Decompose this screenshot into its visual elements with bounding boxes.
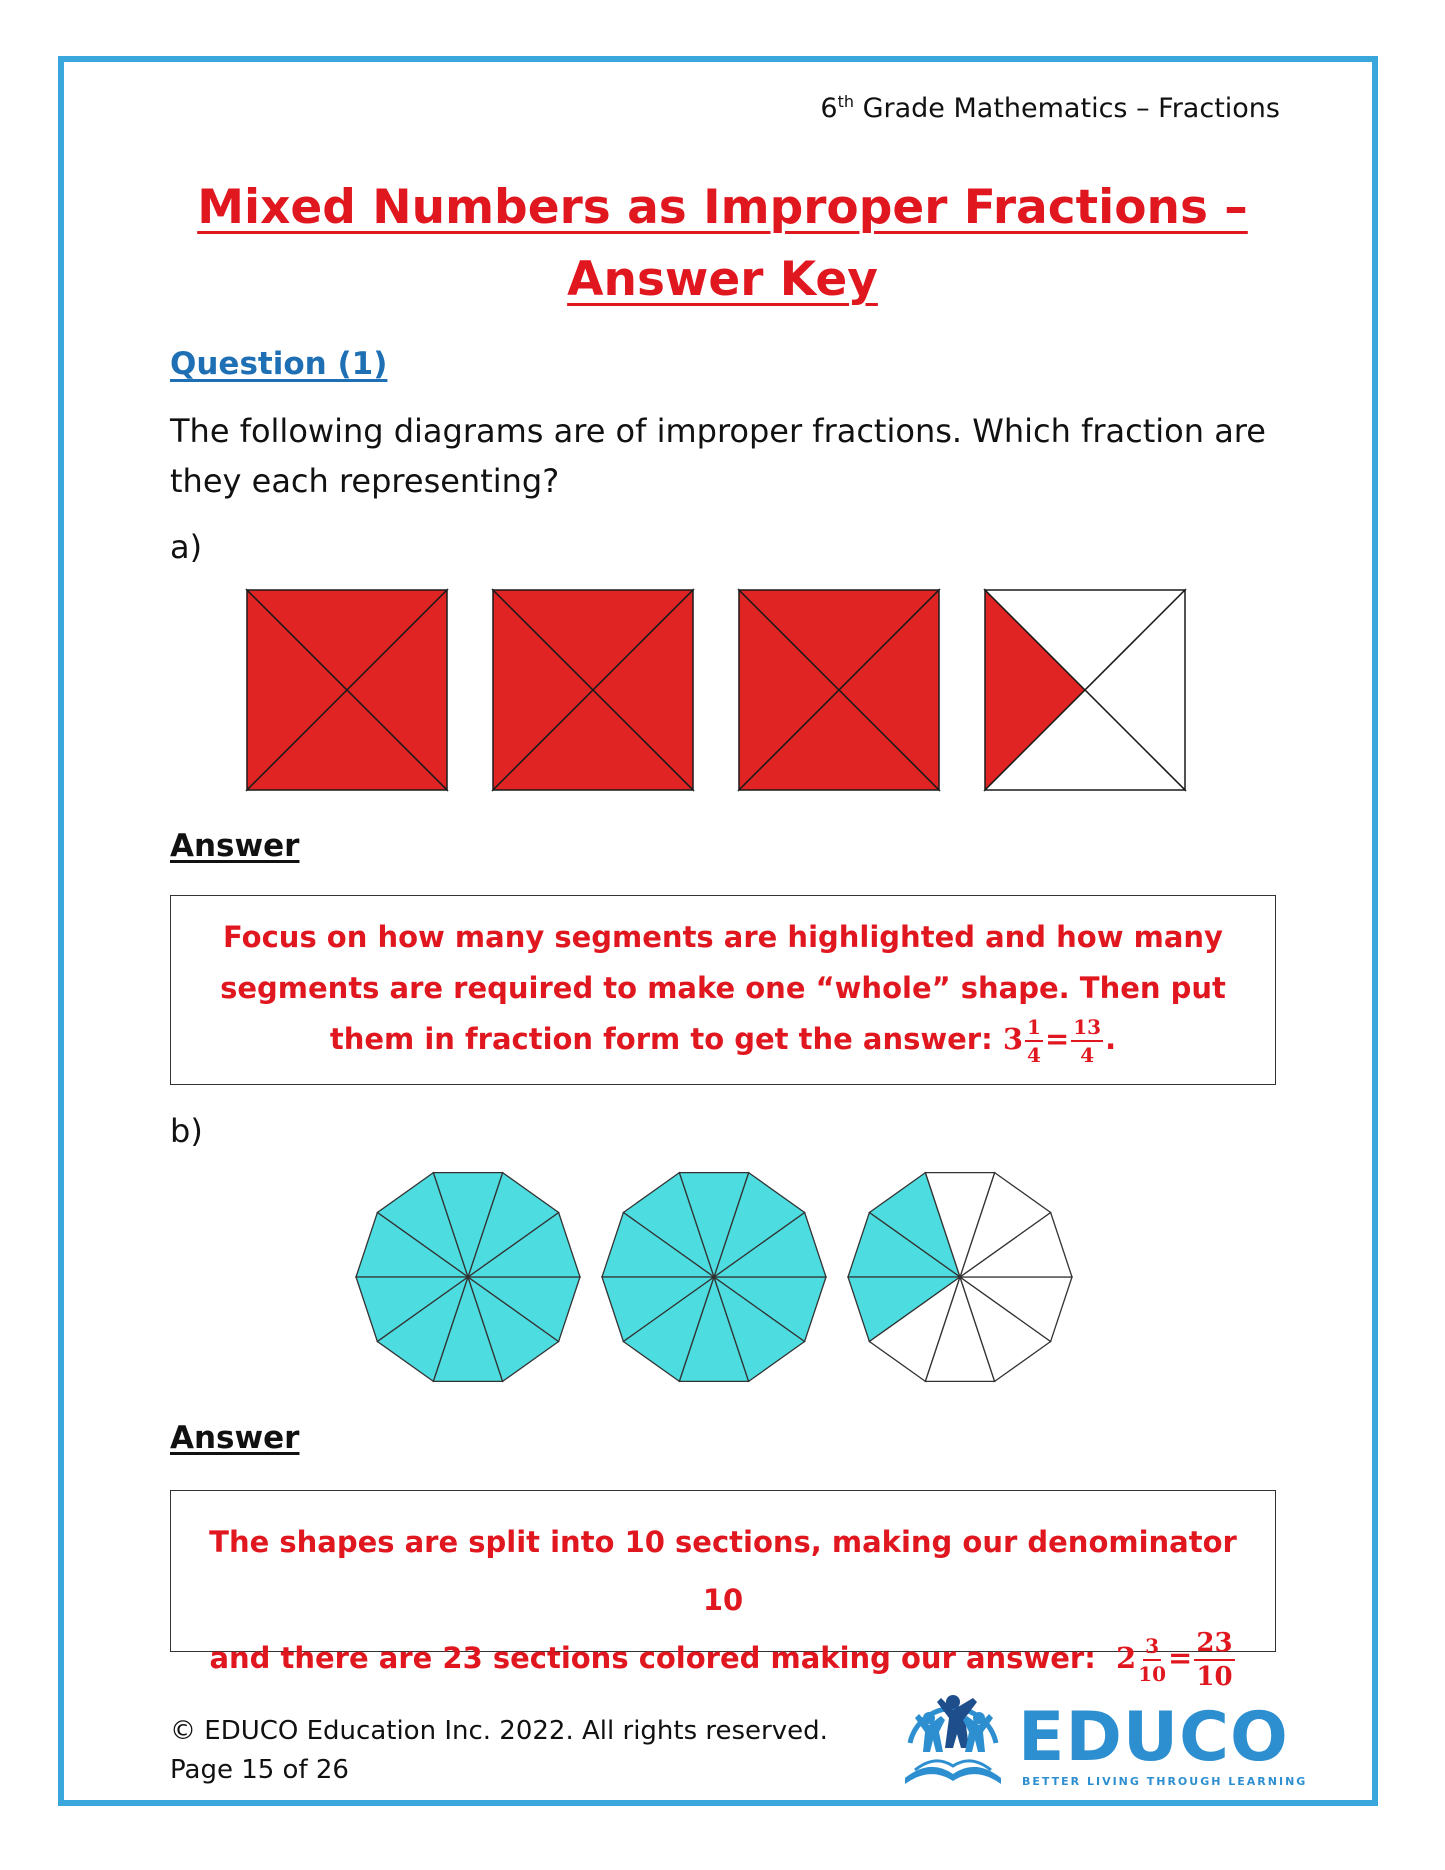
- part-b-improper-numerator: 23: [1194, 1630, 1234, 1661]
- part-b-mixed-whole: 2: [1116, 1641, 1137, 1675]
- title-line-1: Mixed Numbers as Improper Fractions –: [197, 180, 1248, 235]
- part-a-mixed-fraction: [1025, 1017, 1043, 1065]
- part-b-mixed-numerator: 3: [1143, 1636, 1161, 1661]
- part-a-answer-text: Focus on how many segments are highlighted and how many segments are required to make one “whole” shape. Then put them in fraction form to get the answer:: [220, 920, 1226, 1056]
- part-a-improper-numerator: 13: [1071, 1017, 1103, 1042]
- part-b-equals: =: [1168, 1641, 1193, 1675]
- part-a-improper-fraction: [1071, 1017, 1103, 1065]
- part-b-improper-denominator: 10: [1196, 1662, 1233, 1692]
- square-shape-4: [985, 590, 1185, 790]
- part-b-answer-box: [170, 1490, 1276, 1692]
- part-a-mixed-denominator: 4: [1027, 1043, 1041, 1067]
- part-a-end-punct: .: [1105, 1022, 1117, 1056]
- title-line-2: Answer Key: [567, 252, 878, 307]
- square-shape-3: [739, 590, 939, 790]
- grade-number: 6: [820, 93, 838, 124]
- part-a-label: a): [170, 528, 203, 566]
- part-b-answer-line-1: The shapes are split into 10 sections, making our denominator 10: [209, 1525, 1237, 1617]
- document-header: [820, 92, 1280, 124]
- page-title: [160, 172, 1285, 316]
- part-b-diagram: [355, 1165, 1085, 1390]
- part-b-label: b): [170, 1112, 203, 1150]
- part-b-answer-label: Answer: [170, 1420, 300, 1456]
- educo-logo-word: EDUCO: [1018, 1698, 1289, 1777]
- decagon-shape-2: [602, 1173, 826, 1382]
- header-subject: Grade Mathematics – Fractions: [854, 93, 1280, 124]
- part-a-mixed-numerator: 1: [1025, 1017, 1043, 1042]
- educo-logo-icon: [895, 1688, 1015, 1788]
- question-instruction: The following diagrams are of improper fractions. Which fraction are they each representing?: [170, 412, 1266, 500]
- grade-suffix: th: [837, 92, 854, 111]
- educo-logo-tagline: BETTER LIVING THROUGH LEARNING: [1022, 1775, 1308, 1788]
- question-heading: Question (1): [170, 346, 388, 382]
- part-a-equals: =: [1044, 1022, 1070, 1056]
- part-b-improper-fraction: [1194, 1630, 1234, 1690]
- decagon-shape-1: [356, 1173, 580, 1382]
- footer-page-number: Page 15 of 26: [170, 1755, 349, 1785]
- part-b-answer-line-2-wrap: [187, 1629, 1259, 1690]
- part-b-mixed-fraction: [1138, 1636, 1166, 1684]
- part-b-answer-line-2: and there are 23 sections colored making our answer:: [209, 1641, 1096, 1675]
- part-a-answer-label: Answer: [170, 828, 300, 864]
- part-a-answer-box: [170, 895, 1276, 1085]
- square-shape-2: [493, 590, 693, 790]
- part-a-diagram: [245, 588, 1195, 792]
- part-b-mixed-denominator: 10: [1138, 1662, 1167, 1686]
- decagon-shape-3: [848, 1173, 1072, 1382]
- square-shape-1: [247, 590, 447, 790]
- part-a-improper-denominator: 4: [1080, 1043, 1095, 1067]
- footer-copyright: © EDUCO Education Inc. 2022. All rights reserved.: [170, 1716, 828, 1746]
- part-a-mixed-whole: 3: [1002, 1022, 1024, 1056]
